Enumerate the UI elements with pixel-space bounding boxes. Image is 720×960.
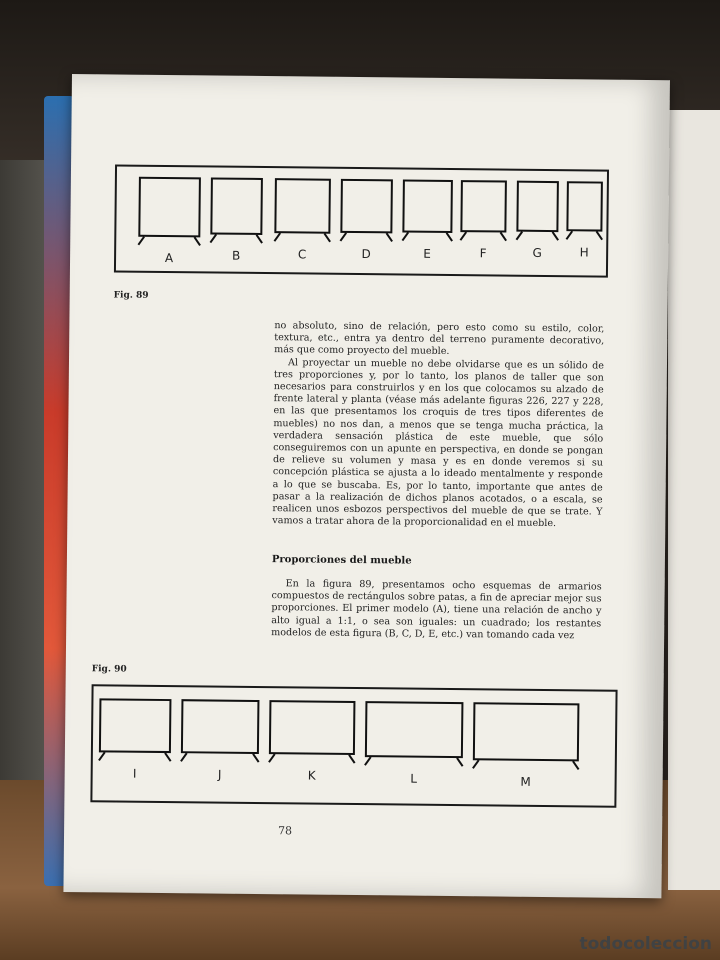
cabinet-letter: H bbox=[579, 245, 589, 260]
paragraph-2: Al proyectar un mueble no debe olvidarse que es un sólido de tres proporciones y, por lo tanto, los planos de taller que son necesarios para construirlos y en los que colocamos su alzado de frente lateral y planta (véase más adelante figuras 226, 227 y 228, en las que presentamos los croquis de tres tipos diferentes de muebles) no nos dan, a menos que se tenga mucha práctica, la verdadera sensación plástica de este mueble, que sólo conseguiremos con un apunte en perspectiva, en donde se pongan de relieve su volumen y masa y es en donde veremos si su concepción plástica se ajusta a lo ideado mentalmente y responde a lo que se buscaba. Es, por lo tanto, importante que antes de pasar a la realización de dichos planos acotados, o a escala, se realicen unos esbozos perspectivos del mueble de que se trate. Y vamos a tratar ahora de la proporcionalidad en el mueble. bbox=[272, 356, 605, 530]
cabinet-schematic-b bbox=[210, 177, 263, 235]
cabinet-leg bbox=[210, 234, 217, 243]
cabinet-leg bbox=[340, 232, 347, 241]
watermark-text: todocoleccion bbox=[579, 934, 712, 954]
section-heading: Proporciones del mueble bbox=[271, 554, 412, 567]
figure-90-frame bbox=[90, 684, 617, 808]
figure-89-caption: Fig. 89 bbox=[113, 290, 149, 301]
page-number: 78 bbox=[278, 824, 293, 838]
cabinet-leg bbox=[456, 757, 463, 766]
cabinet-schematic-g bbox=[516, 181, 559, 232]
cabinet-schematic-c bbox=[274, 178, 331, 234]
cabinet-schematic-l bbox=[365, 701, 464, 758]
cabinet-leg bbox=[364, 756, 371, 765]
cabinet-leg bbox=[138, 236, 145, 245]
cabinet-leg bbox=[98, 752, 105, 761]
cabinet-schematic-h bbox=[566, 181, 603, 231]
cabinet-leg bbox=[164, 752, 171, 761]
cabinet-letter: J bbox=[217, 767, 222, 782]
cabinet-schematic-m bbox=[473, 702, 580, 761]
cabinet-leg bbox=[500, 232, 507, 241]
cabinet-leg bbox=[386, 233, 393, 242]
cabinet-leg bbox=[252, 753, 259, 762]
cabinet-letter: D bbox=[361, 247, 371, 262]
cabinet-leg bbox=[402, 232, 409, 241]
cabinet-leg bbox=[516, 231, 523, 240]
cabinet-letter: A bbox=[164, 250, 174, 266]
cabinet-leg bbox=[274, 233, 281, 242]
cabinet-letter: I bbox=[132, 766, 137, 781]
cabinet-leg bbox=[460, 231, 467, 240]
cabinet-leg bbox=[596, 231, 603, 240]
cabinet-letter: K bbox=[307, 768, 316, 783]
cabinet-leg bbox=[268, 753, 275, 762]
cabinet-letter: L bbox=[410, 771, 418, 786]
facing-page-edge bbox=[668, 110, 720, 890]
paragraph-3: En la figura 89, presentamos ocho esquemas de armarios compuestos de rectángulos sobre patas, a fin de apreciar mejor sus proporciones. El primer modelo (A), tiene una relación de ancho y alto igual a 1:1, o sea son iguales: un cuadrado; los restantes modelos de esta figura (B, C, D, E, etc.) van tomando cada vez bbox=[271, 578, 602, 642]
cabinet-schematic-i bbox=[99, 698, 172, 753]
cabinet-leg bbox=[446, 232, 453, 241]
cabinet-schematic-e bbox=[402, 179, 453, 233]
body-text-bottom bbox=[271, 578, 602, 642]
figure-90-caption: Fig. 90 bbox=[91, 664, 127, 675]
cabinet-letter: M bbox=[520, 774, 531, 789]
cabinet-schematic-d bbox=[340, 179, 393, 234]
cabinet-leg bbox=[572, 761, 579, 770]
cabinet-letter: C bbox=[297, 247, 307, 262]
cabinet-leg bbox=[348, 754, 355, 763]
cabinet-letter: E bbox=[423, 246, 432, 261]
cabinet-leg bbox=[180, 753, 187, 762]
cabinet-leg bbox=[472, 760, 479, 769]
cabinet-leg bbox=[256, 234, 263, 243]
figure-89-frame bbox=[114, 164, 609, 277]
cabinet-leg bbox=[194, 237, 201, 246]
cabinet-leg bbox=[552, 231, 559, 240]
cabinet-leg bbox=[566, 231, 573, 240]
cabinet-letter: F bbox=[479, 246, 487, 261]
cabinet-schematic-a bbox=[138, 177, 201, 238]
cabinet-schematic-f bbox=[460, 180, 507, 232]
body-text-top bbox=[272, 320, 604, 531]
cabinet-schematic-j bbox=[181, 699, 260, 754]
cabinet-schematic-k bbox=[269, 700, 356, 755]
cabinet-leg bbox=[324, 233, 331, 242]
cabinet-letter: G bbox=[532, 245, 542, 260]
cabinet-letter: B bbox=[231, 248, 241, 263]
paragraph-1: no absoluto, sino de relación, pero esto como su estilo, color, textura, etc., entra ya dentro del terreno puramente decorativo, más que como proyecto del mueble. bbox=[274, 320, 605, 358]
book-page bbox=[63, 74, 670, 898]
